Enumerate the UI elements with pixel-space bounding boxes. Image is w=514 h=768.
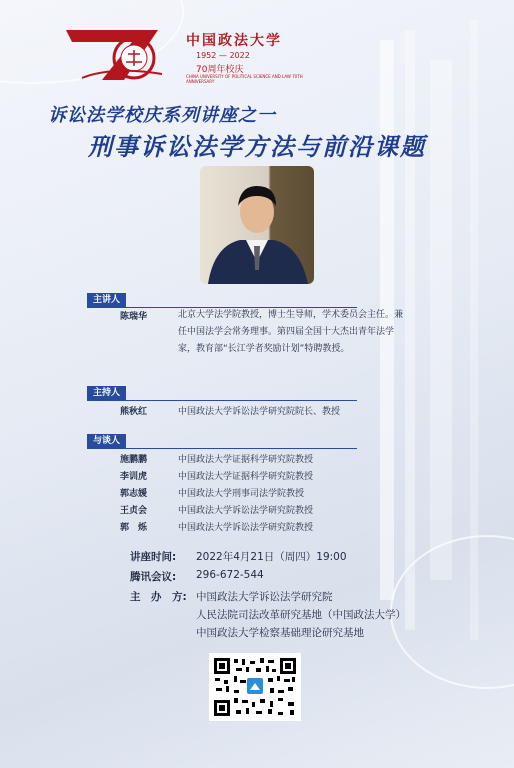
logo-english-name: CHINA UNIVERSITY OF POLITICAL SCIENCE AND LAW 70TH ANNIVERSARY xyxy=(186,74,303,84)
logo-university-name: 中国政法大学 xyxy=(186,33,282,49)
anniversary-logo xyxy=(62,22,302,90)
speaker-bio: 北京大学法学院教授，博士生导师，学术委员会主任。兼任中国法学会常务理事。第四届全国十大杰出青年法学家，教育部“长江学者奖励计划”特聘教授。 xyxy=(178,310,404,354)
discussant-desc: 中国政法大学证据科学研究院教授 xyxy=(178,472,314,482)
main-title: 刑事诉讼法学方法与前沿课题 xyxy=(88,133,426,161)
speaker-section-label: 主讲人 xyxy=(87,293,126,308)
host-desc: 中国政法大学诉讼法学研究院院长、教授 xyxy=(178,407,341,417)
divider xyxy=(87,448,357,449)
speaker-portrait-icon xyxy=(200,166,314,284)
speaker-name: 陈瑞华 xyxy=(120,312,148,322)
discussant-desc: 中国政法大学刑事司法学院教授 xyxy=(178,489,305,499)
organizer-item: 中国政法大学检察基础理论研究基地 xyxy=(196,627,364,639)
meeting-id[interactable]: 296-672-544 xyxy=(196,569,264,581)
logo-years: 1952 — 2022 xyxy=(196,51,250,60)
discussant-section-label: 与谈人 xyxy=(87,434,126,449)
organizer-item: 人民法院司法改革研究基地（中国政法大学） xyxy=(196,609,406,621)
logo-anniversary: 70周年校庆 xyxy=(196,65,244,75)
qr-code[interactable] xyxy=(209,653,301,721)
discussant-name: 王贞会 xyxy=(120,506,148,516)
discussant-desc: 中国政法大学诉讼法学研究院教授 xyxy=(178,506,314,516)
organizer-label: 主 办 方: xyxy=(130,591,187,603)
time-label: 讲座时间: xyxy=(130,551,177,563)
discussant-name: 施鹏鹏 xyxy=(120,455,148,465)
time-value: 2022年4月21日（周四）19:00 xyxy=(196,551,347,563)
qr-code-icon xyxy=(212,656,298,718)
host-name: 熊秋红 xyxy=(120,407,148,417)
speaker-photo xyxy=(200,166,314,284)
bg-stripe xyxy=(405,30,415,630)
discussant-desc: 中国政法大学诉讼法学研究院教授 xyxy=(178,523,314,533)
meeting-label: 腾讯会议: xyxy=(130,571,177,583)
series-title: 诉讼法学校庆系列讲座之一 xyxy=(48,105,276,126)
anniversary-logo-icon xyxy=(62,22,172,84)
divider xyxy=(87,400,357,401)
organizer-item: 中国政法大学诉讼法学研究院 xyxy=(196,591,333,603)
discussant-name: 郭志媛 xyxy=(120,489,148,499)
discussant-desc: 中国政法大学证据科学研究院教授 xyxy=(178,455,314,465)
discussant-name: 郭 烁 xyxy=(120,523,148,533)
host-section-label: 主持人 xyxy=(87,386,126,401)
discussant-name: 李训虎 xyxy=(120,472,148,482)
